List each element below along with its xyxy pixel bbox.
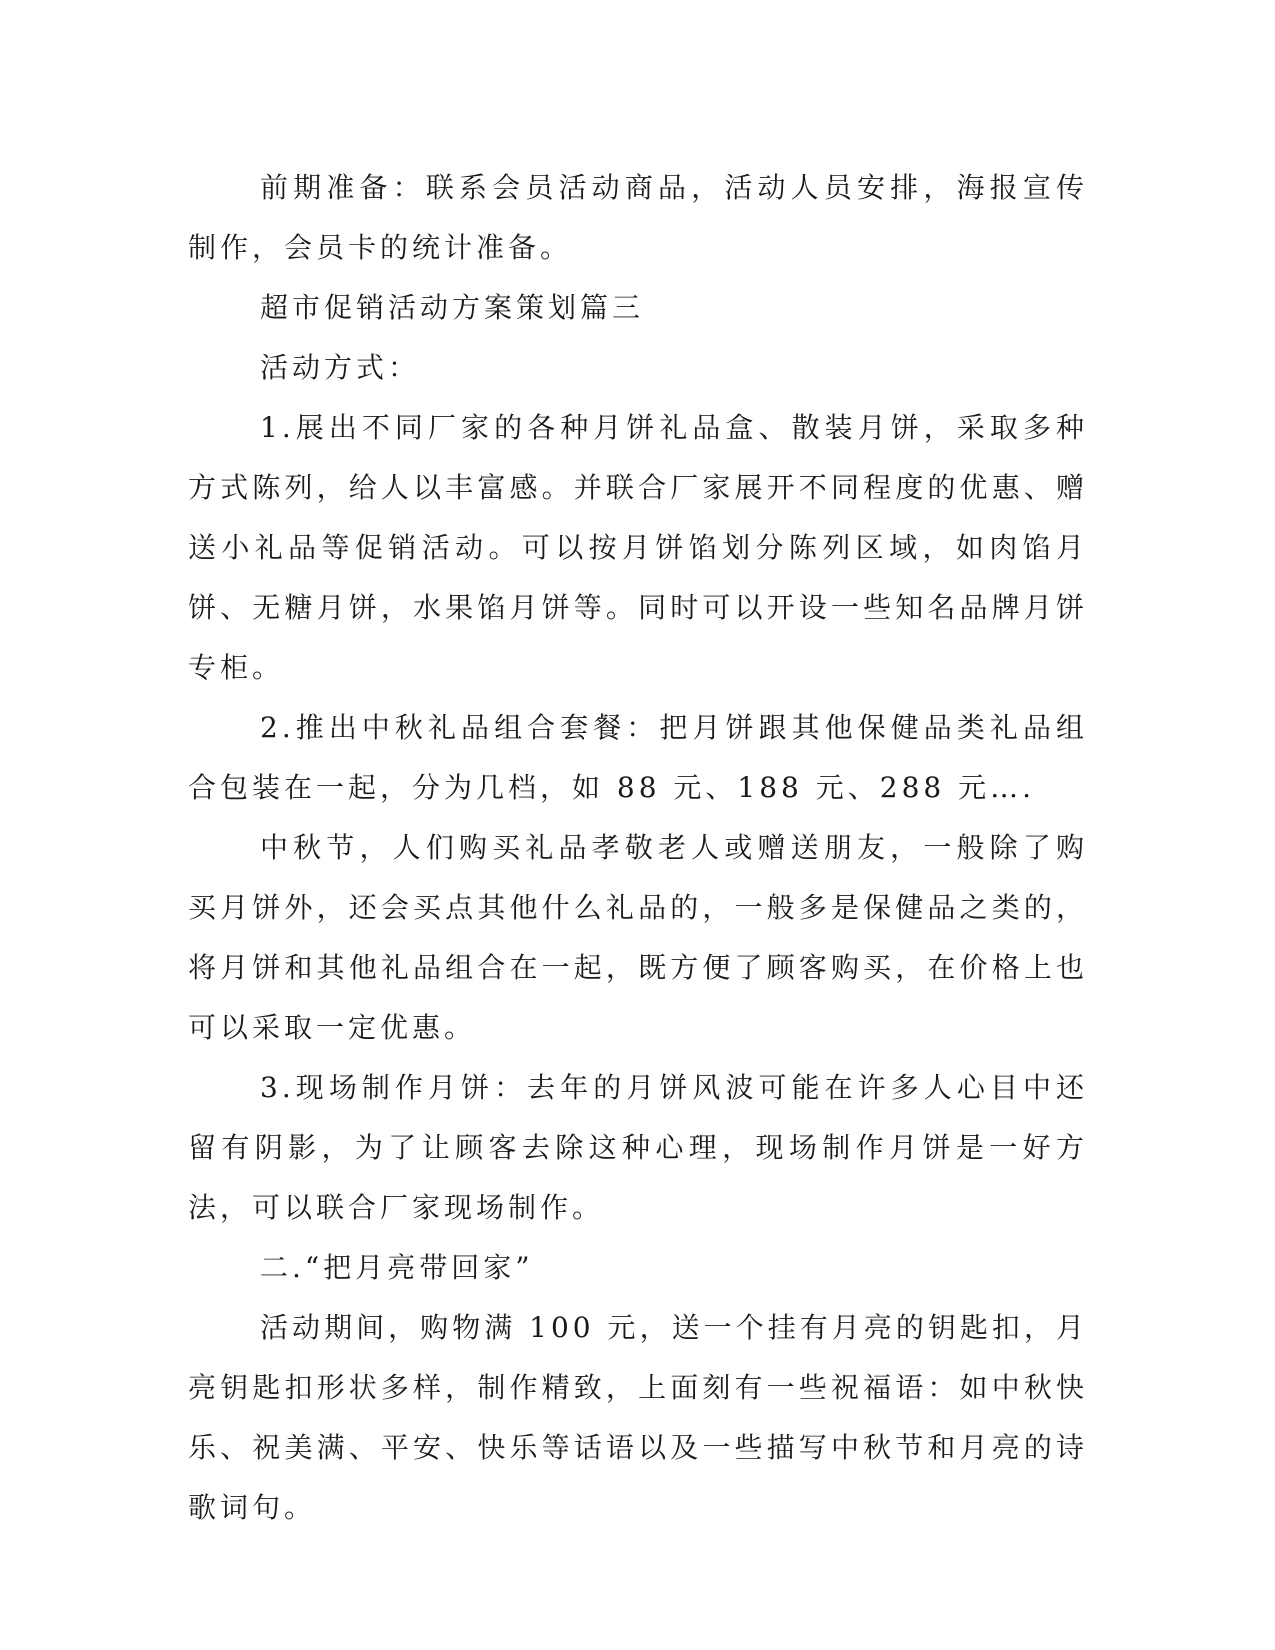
- paragraph-mid-autumn: 中秋节，人们购买礼品孝敬老人或赠送朋友，一般除了购买月饼外，还会买点其他什么礼品的，一般多是保健品之类的，将月饼和其他礼品组合在一起，既方便了顾客购买，在价格上也可以采取一定优惠。: [188, 831, 1088, 1044]
- paragraph-item-2: 2.推出中秋礼品组合套餐：把月饼跟其他保健品类礼品组合包装在一起，分为几档，如 88 元、188 元、288 元….: [188, 711, 1088, 804]
- paragraph-item-3: 3.现场制作月饼：去年的月饼风波可能在许多人心目中还留有阴影，为了让顾客去除这种心理，现场制作月饼是一好方法，可以联合厂家现场制作。: [188, 1071, 1088, 1224]
- paragraph-activity-method-label: 活动方式：: [260, 351, 421, 384]
- document-body: [188, 158, 1088, 1538]
- section-heading: 超市促销活动方案策划篇三: [260, 291, 645, 324]
- subheading-bring-moon-home: 二.“把月亮带回家”: [260, 1251, 534, 1284]
- paragraph-item-1: 1.展出不同厂家的各种月饼礼品盒、散装月饼，采取多种方式陈列，给人以丰富感。并联合厂家展开不同程度的优惠、赠送小礼品等促销活动。可以按月饼馅划分陈列区域，如肉馅月饼、无糖月饼，水果馅月饼等。同时可以开设一些知名品牌月饼专柜。: [188, 411, 1088, 684]
- paragraph-keychain-gift: 活动期间，购物满 100 元，送一个挂有月亮的钥匙扣，月亮钥匙扣形状多样，制作精致，上面刻有一些祝福语：如中秋快乐、祝美满、平安、快乐等话语以及一些描写中秋节和月亮的诗歌词句。: [188, 1311, 1088, 1524]
- paragraph-preparation: 前期准备：联系会员活动商品，活动人员安排，海报宣传制作，会员卡的统计准备。: [188, 171, 1088, 264]
